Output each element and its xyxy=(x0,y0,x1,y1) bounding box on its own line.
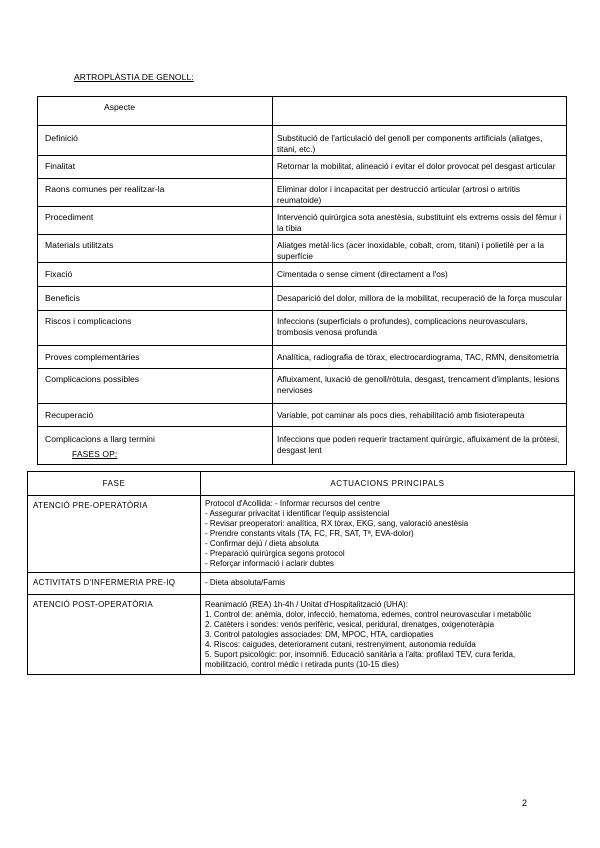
aspect-cell: Raons comunes per realitzar-la xyxy=(38,179,273,207)
action-line: mobilització, control mèdic i retirada punts (10-15 dies) xyxy=(205,660,399,669)
phase-cell: ACTIVITATS D'INFERMERIA PRE-IQ xyxy=(28,573,201,595)
aspect-cell: Proves complementàries xyxy=(38,346,273,369)
value-cell: Substitució de l'articulació del genoll per components artificials (aliatges, titani, etc.) xyxy=(273,126,567,156)
aspect-cell: Procediment xyxy=(38,207,273,235)
action-line: - Revisar preoperatori: analítica, RX tòrax, EKG, sang, valoració anestèsia xyxy=(205,519,469,528)
section-title: ARTROPLÀSTIA DE GENOLL: xyxy=(74,72,194,82)
surgical-phases-table xyxy=(27,471,575,675)
table-row xyxy=(38,263,567,287)
action-line: - Dieta absoluta/Famis xyxy=(205,578,286,587)
aspect-cell: Complicacions a llarg termini xyxy=(38,427,273,465)
knee-arthroplasty-table xyxy=(37,96,567,465)
value-cell: Aliatges metàl·lics (acer inoxidable, cobalt, crom, titani) i polietilè per a la superfície xyxy=(273,235,567,263)
value-cell: Desaparició del dolor, millora de la mobilitat, recuperació de la força muscular xyxy=(273,287,567,311)
value-cell: Cimentada o sense ciment (directament a l'os) xyxy=(273,263,567,287)
aspect-cell: Complicacions possibles xyxy=(38,369,273,404)
actions-cell xyxy=(201,573,575,595)
value-cell: Infeccions que poden requerir tractament quirúrgic, afluixament de la pròtesi, desgast lent xyxy=(273,427,567,465)
header-cell-value xyxy=(273,97,567,126)
table-row xyxy=(38,404,567,427)
action-line: - Prendre constants vitals (TA, FC, FR, SAT, Tª, EVA-dolor) xyxy=(205,529,414,538)
table-row xyxy=(38,235,567,263)
value-cell: Eliminar dolor i incapacitat per destrucció articular (artrosi o artritis reumatoide) xyxy=(273,179,567,207)
aspect-cell: Beneficis xyxy=(38,287,273,311)
header-cell-phase: FASE xyxy=(28,472,201,496)
table-row xyxy=(28,595,575,675)
table-header-row xyxy=(28,472,575,496)
aspect-cell: Fixació xyxy=(38,263,273,287)
header-cell-aspect: Aspecte xyxy=(38,97,273,126)
table-row xyxy=(38,287,567,311)
table-row xyxy=(38,346,567,369)
action-line: 2. Catèters i sondes: venós perifèric, vesical, peridural, drenatges, oxigenoteràpia xyxy=(205,620,495,629)
aspect-cell: Materials utilitzats xyxy=(38,235,273,263)
phases-title: FASES OP: xyxy=(72,449,118,459)
action-line: - Assegurar privacitat i identificar l'equip assistencial xyxy=(205,509,390,518)
table-row xyxy=(28,496,575,573)
action-line: Reanimació (REA) 1h-4h / Unitat d'Hospitalització (UHA): xyxy=(205,600,408,609)
table-row xyxy=(38,156,567,179)
action-line: - Confirmar dejú / dieta absoluta xyxy=(205,539,319,548)
value-cell: Variable, pot caminar als pocs dies, rehabilitació amb fisioterapeuta xyxy=(273,404,567,427)
aspect-cell: Finalitat xyxy=(38,156,273,179)
action-line: Protocol d'Acollida: - Informar recursos del centre xyxy=(205,499,380,508)
action-line: - Reforçar informació i aclarir dubtes xyxy=(205,559,334,568)
value-cell: Analítica, radiografia de tòrax, electrocardiograma, TAC, RMN, densitometria xyxy=(273,346,567,369)
table-row xyxy=(38,311,567,346)
table-row xyxy=(28,573,575,595)
phase-cell: ATENCIÓ POST-OPERATÒRIA xyxy=(28,595,201,675)
action-line: 1. Control de: anèmia, dolor, infecció, hematoma, edemes, control neurovascular i metabòlic xyxy=(205,610,532,619)
actions-cell xyxy=(201,595,575,675)
table-row xyxy=(38,369,567,404)
table-row xyxy=(38,207,567,235)
value-cell: Retornar la mobilitat, alineació i evitar el dolor provocat pel desgast articular xyxy=(273,156,567,179)
value-cell: Afluixament, luxació de genoll/ròtula, desgast, trencament d'implants, lesions nervioses xyxy=(273,369,567,404)
action-line: - Preparació quirúrgica segons protocol xyxy=(205,549,345,558)
actions-cell xyxy=(201,496,575,573)
aspect-cell: Definició xyxy=(38,126,273,156)
action-line: 4. Riscos: caigudes, deteriorament cutani, restrenyiment, autonomia reduïda xyxy=(205,640,476,649)
phase-cell: ATENCIÓ PRE-OPERATÒRIA xyxy=(28,496,201,573)
table-row xyxy=(38,126,567,156)
table-header-row xyxy=(38,97,567,126)
action-line: 3. Control patologies associades: DM, MPOC, HTA, cardiopaties xyxy=(205,630,434,639)
header-cell-actions: ACTUACIONS PRINCIPALS xyxy=(201,472,575,496)
action-line: 5. Suport psicològic: por, insomni6. Educació sanitària a l'alta: profilaxi TEV, cura ferida, xyxy=(205,650,516,659)
table-row xyxy=(38,179,567,207)
value-cell: Infeccions (superficials o profundes), complicacions neurovasculars, trombosis venosa profunda xyxy=(273,311,567,346)
page-number: 2 xyxy=(522,798,528,808)
aspect-cell: Recuperació xyxy=(38,404,273,427)
aspect-cell: Riscos i complicacions xyxy=(38,311,273,346)
value-cell: Intervenció quirúrgica sota anestèsia, substituint els extrems ossis del fèmur i la tíbia xyxy=(273,207,567,235)
